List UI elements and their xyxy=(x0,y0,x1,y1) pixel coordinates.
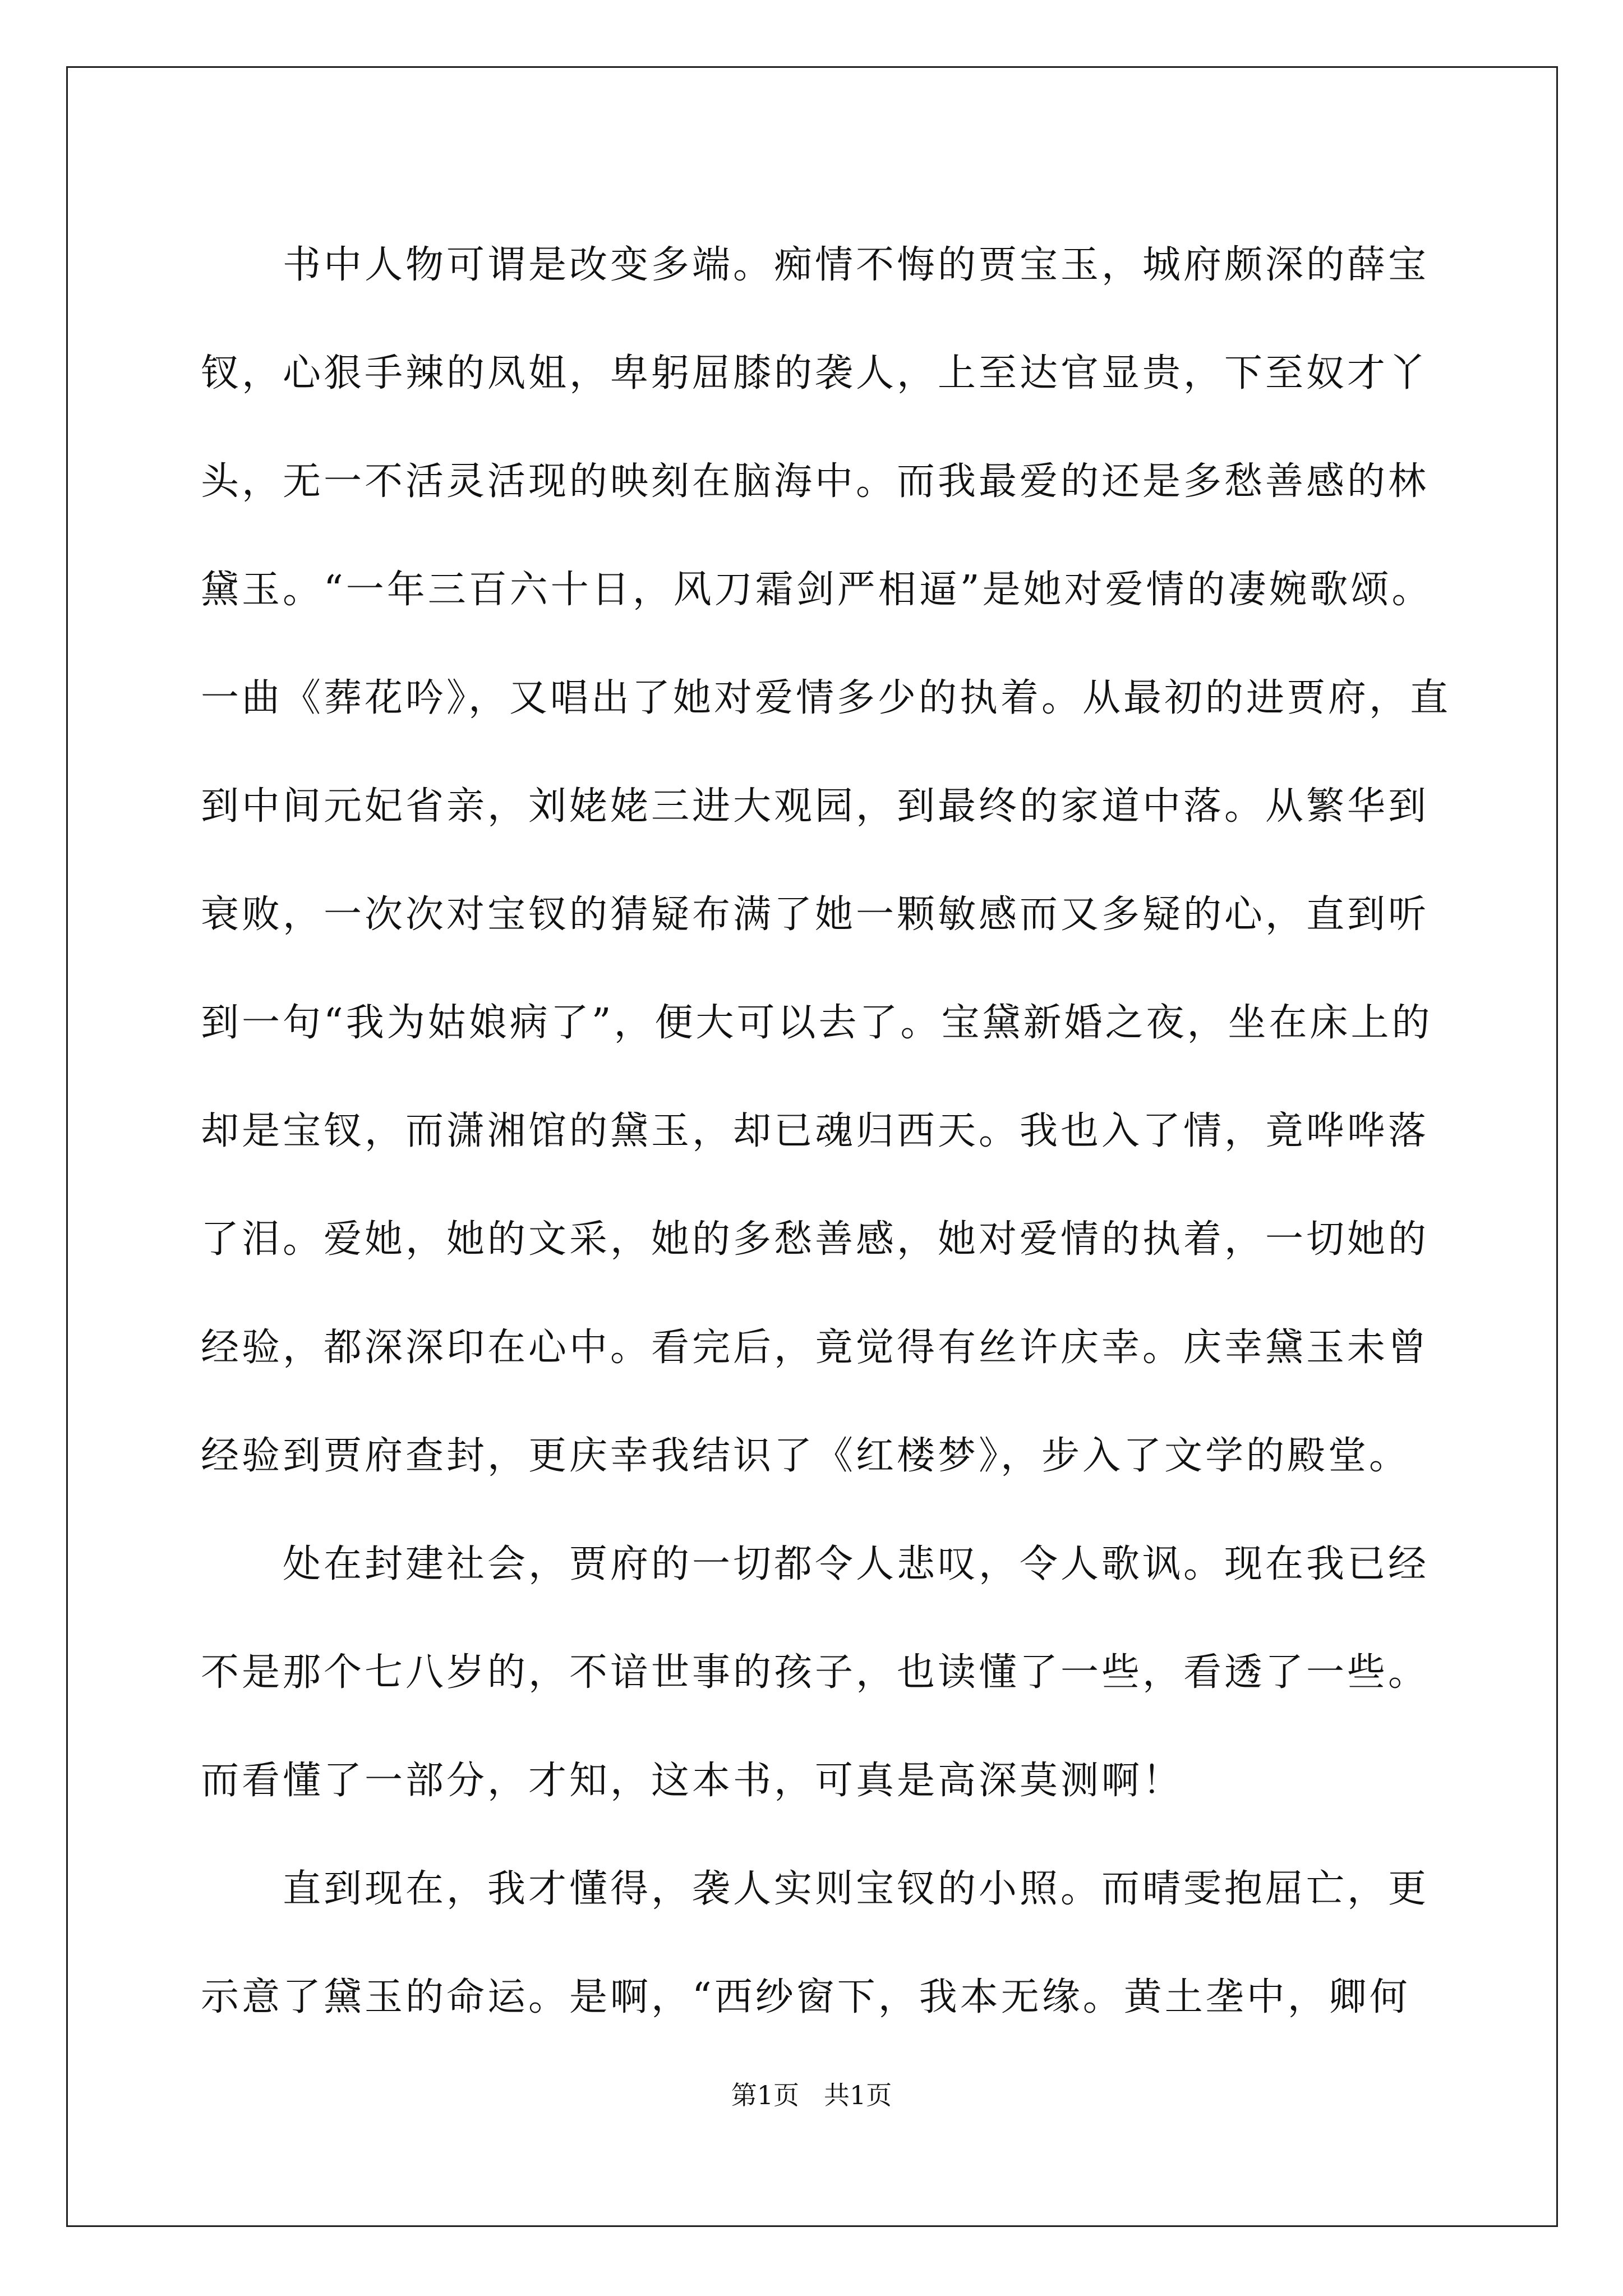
text-line: 了泪。爱她，她的文采，她的多愁善感，她对爱情的执着，一切她的 xyxy=(201,1217,1430,1262)
text-line: 不是那个七八岁的，不谙世事的孩子，也读懂了一些，看透了一些。 xyxy=(201,1650,1430,1695)
text-line: 黛玉。“一年三百六十日，风刀霜剑严相逼”是她对爱情的凄婉歌颂。 xyxy=(201,568,1433,612)
text-line: 直到现在，我才懂得，袭人实则宝钗的小照。而晴雯抱屈亡，更 xyxy=(201,1867,1430,1911)
text-line: 而看懂了一部分，才知，这本书，可真是高深莫测啊！ xyxy=(201,1759,1184,1803)
text-line: 衰败，一次次对宝钗的猜疑布满了她一颗敏感而又多疑的心，直到听 xyxy=(201,892,1430,937)
text-line: 示意了黛玉的命运。是啊，“西纱窗下，我本无缘。黄土垄中，卿何 xyxy=(201,1975,1410,2019)
page-total: 共1页 xyxy=(824,2080,892,2110)
document-body xyxy=(201,211,1451,2051)
page-number: 第1页 xyxy=(731,2080,799,2110)
text-line: 一曲《葬花吟》，又唱出了她对爱情多少的执着。从最初的进贾府，直 xyxy=(201,676,1451,720)
text-line: 经验到贾府查封，更庆幸我结识了《红楼梦》，步入了文学的殿堂。 xyxy=(201,1434,1410,1478)
text-line: 到中间元妃省亲，刘姥姥三进大观园，到最终的家道中落。从繁华到 xyxy=(201,784,1430,829)
text-line: 钗，心狠手辣的凤姐，卑躬屈膝的袭人，上至达官显贵，下至奴才丫 xyxy=(201,351,1430,395)
text-line: 经验，都深深印在心中。看完后，竟觉得有丝许庆幸。庆幸黛玉未曾 xyxy=(201,1326,1430,1370)
text-line: 书中人物可谓是改变多端。痴情不悔的贾宝玉，城府颇深的薛宝 xyxy=(201,243,1430,287)
text-line: 却是宝钗，而潇湘馆的黛玉，却已魂归西天。我也入了情，竟哗哗落 xyxy=(201,1109,1430,1153)
text-line: 处在封建社会，贾府的一切都令人悲叹，令人歌讽。现在我已经 xyxy=(201,1542,1430,1586)
text-line: 到一句“我为姑娘病了”，便大可以去了。宝黛新婚之夜，坐在床上的 xyxy=(201,1001,1433,1045)
text-line: 头，无一不活灵活现的映刻在脑海中。而我最爱的还是多愁善感的林 xyxy=(201,459,1430,504)
page-footer xyxy=(0,2078,1623,2112)
